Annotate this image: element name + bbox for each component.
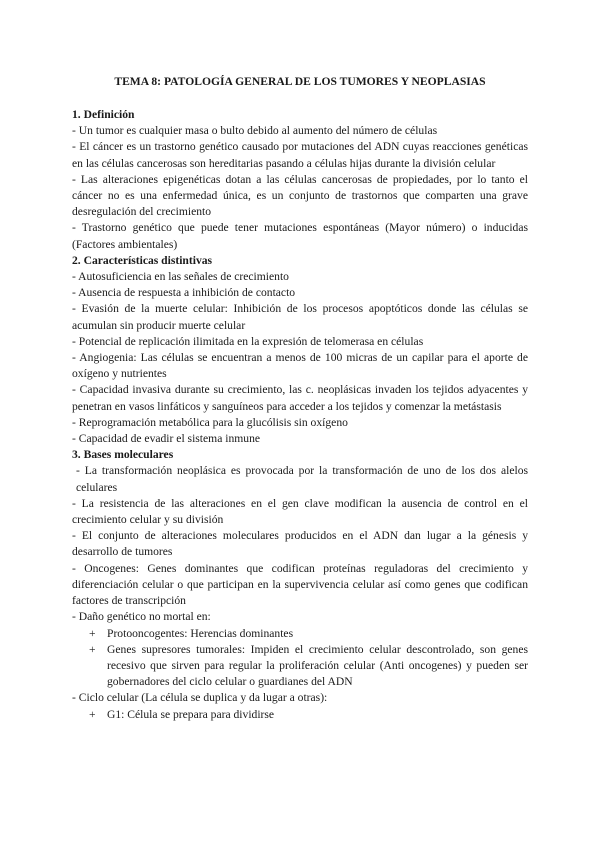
plus-bullet-icon: + — [89, 642, 96, 656]
paragraph: - El cáncer es un trastorno genético causado por mutaciones del ADN cuyas reacciones genéticas en las células cancerosas son hereditarias pasando a células hijas durante la división celular — [72, 140, 528, 170]
paragraph: - Daño genético no mortal en: — [72, 610, 211, 624]
paragraph: - Oncogenes: Genes dominantes que codifican proteínas reguladoras del crecimiento y diferenciación celular o que participan en la supervivencia celular así como genes que codifican factores de transcripción — [72, 561, 528, 608]
paragraph: - Ausencia de respuesta a inhibición de contacto — [72, 286, 296, 300]
sub-list-item — [72, 642, 528, 691]
paragraph: - Capacidad de evadir el sistema inmune — [72, 432, 261, 446]
paragraph: - Angiogenia: Las células se encuentran a menos de 100 micras de un capilar para el aporte de oxígeno y nutrientes — [72, 351, 528, 381]
paragraph: - Capacidad invasiva durante su crecimiento, las c. neoplásicas invaden los tejidos adyacentes y penetran en vasos linfáticos y sanguíneos para acceder a los tejidos y comenzar la metástasis — [72, 383, 528, 413]
paragraph: - Evasión de la muerte celular: Inhibición de los procesos apoptóticos donde las células se acumulan sin producir muerte celular — [72, 302, 528, 332]
sub-list-item-text: G1: Célula se prepara para dividirse — [107, 707, 275, 721]
plus-bullet-icon: + — [89, 626, 96, 640]
section-heading-definicion: 1. Definición — [72, 108, 135, 121]
paragraph: - Reprogramación metabólica para la glucólisis sin oxígeno — [72, 415, 348, 429]
document-body — [72, 107, 528, 723]
paragraph: - Trastorno genético que puede tener mutaciones espontáneas (Mayor número) o inducidas (Factores ambientales) — [72, 221, 528, 251]
sub-list-item-text: Protooncogentes: Herencias dominantes — [107, 626, 294, 640]
paragraph: - Autosuficiencia en las señales de crecimiento — [72, 270, 289, 284]
sub-list-item — [72, 626, 528, 642]
section-heading-bases-moleculares: 3. Bases moleculares — [72, 448, 174, 462]
document-title: TEMA 8: PATOLOGÍA GENERAL DE LOS TUMORES Y NEOPLASIAS — [114, 75, 486, 88]
paragraph: - La transformación neoplásica es provocada por la transformación de uno de los dos alelos celulares — [76, 464, 528, 494]
paragraph: - Un tumor es cualquier masa o bulto debido al aumento del número de células — [72, 124, 438, 138]
paragraph: - La resistencia de las alteraciones en el gen clave modifican la ausencia de control en el crecimiento celular y su división — [72, 496, 528, 527]
paragraph: - El conjunto de alteraciones moleculares producidos en el ADN dan lugar a la génesis y desarrollo de tumores — [72, 529, 528, 559]
plus-bullet-icon: + — [89, 707, 96, 721]
section-heading-caracteristicas: 2. Características distintivas — [72, 253, 213, 267]
paragraph: - Las alteraciones epigenéticas dotan a las células cancerosas de propiedades, por lo tanto el cáncer no es una enfermedad única, es un conjunto de trastornos que comparten una grave desregulación del crecimiento — [72, 172, 528, 219]
paragraph: - Ciclo celular (La célula se duplica y da lugar a otras): — [72, 691, 328, 705]
sub-list-item — [72, 707, 528, 723]
paragraph: - Potencial de replicación ilimitada en la expresión de telomerasa en células — [72, 334, 424, 348]
sub-list-item-text: Genes supresores tumorales: Impiden el crecimiento celular descontrolado, son genes recesivo que sirven para regular la proliferación celular (Anti oncogenes) y pueden ser gobernadores del ciclo celular o guardianes del ADN — [107, 642, 528, 689]
